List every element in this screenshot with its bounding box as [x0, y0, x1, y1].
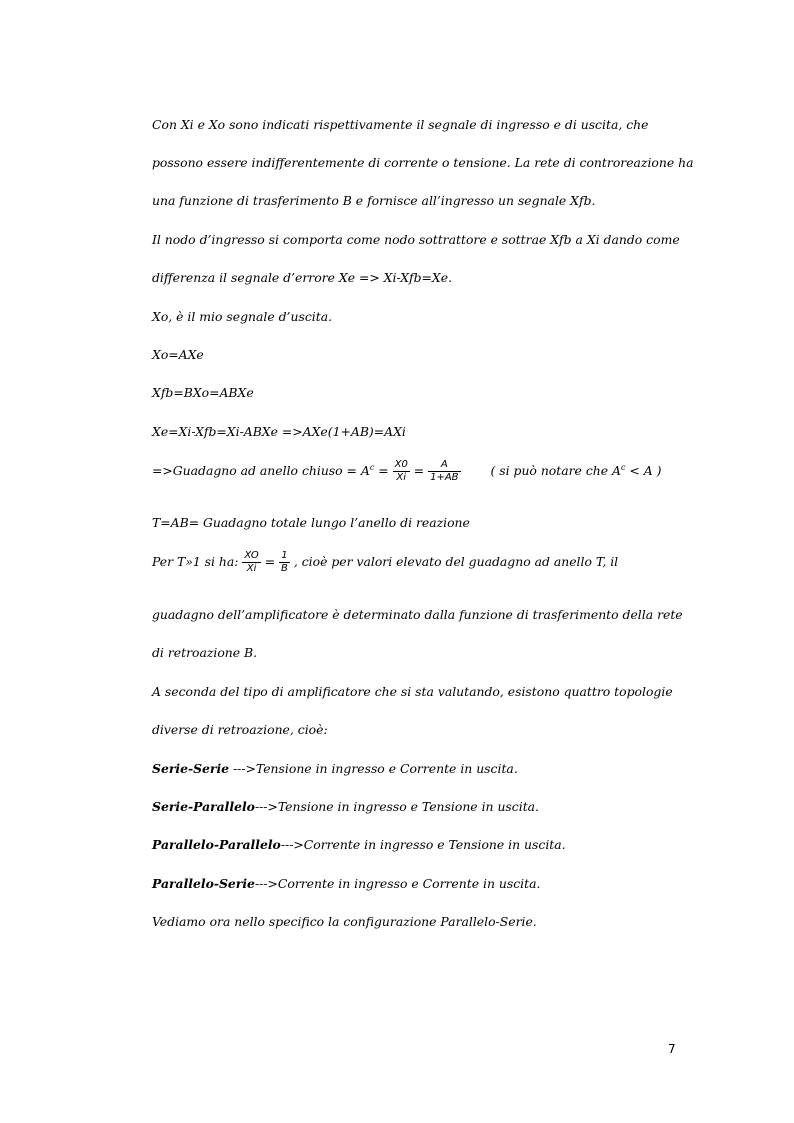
topology-item	[152, 876, 540, 892]
equation-line: Xfb=BXo=ABXe	[152, 385, 254, 400]
closed-loop-prefix: =>Guadagno ad anello chiuso = A	[152, 463, 370, 478]
equals-sign: =	[409, 463, 429, 478]
fraction-denominator: Xi	[246, 563, 257, 574]
per-t-suffix: , cioè per valori elevato del guadagno ad anello T, il	[289, 554, 619, 569]
topology-name: Serie-Serie	[152, 761, 230, 776]
paragraph-line: Il nodo d’ingresso si comporta come nodo sottrattore e sottrae Xfb a Xi dando come	[152, 232, 680, 247]
closed-loop-gain-line	[152, 458, 661, 484]
fraction-xo-xi	[242, 550, 260, 575]
topology-item	[152, 761, 518, 777]
equals-sign: =	[260, 554, 280, 569]
equation-line: Xe=Xi-Xfb=Xi-ABXe =>AXe(1+AB)=AXi	[152, 424, 406, 439]
topology-item	[152, 837, 566, 853]
superscript: c	[620, 462, 626, 472]
paragraph-line: guadagno dell’amplificatore è determinato dalla funzione di trasferimento della rete	[152, 607, 683, 622]
fraction-1-b	[279, 550, 290, 575]
topology-item	[152, 799, 539, 815]
paragraph-line: possono essere indifferentemente di corrente o tensione. La rete di controreazione ha	[152, 155, 694, 170]
paragraph-line: Con Xi e Xo sono indicati rispettivamente il segnale di ingresso e di uscita, che	[152, 117, 649, 132]
topology-desc: --->Tensione in ingresso e Corrente in uscita.	[229, 761, 518, 776]
fraction-denominator: 1+AB	[430, 472, 459, 483]
per-t-prefix: Per T»1 si ha:	[152, 554, 243, 569]
fraction-a-1plusab	[428, 459, 460, 484]
topology-name: Serie-Parallelo	[152, 799, 255, 814]
topology-name: Parallelo-Serie	[152, 876, 255, 891]
fraction-numerator: 1	[279, 550, 290, 563]
paragraph-line: diverse di retroazione, cioè:	[152, 722, 328, 737]
fraction-numerator: XO	[244, 550, 259, 561]
t-definition-line: T=AB= Guadagno totale lungo l’anello di reazione	[152, 515, 470, 530]
paragraph-line: differenza il segnale d’errore Xe => Xi-Xfb=Xe.	[152, 270, 453, 285]
fraction-xo-xi	[393, 459, 410, 484]
paragraph-line: A seconda del tipo di amplificatore che si sta valutando, esistono quattro topologie	[152, 684, 673, 699]
paragraph-line: Xo, è il mio segnale d’uscita.	[152, 309, 333, 324]
fraction-denominator: Xi	[396, 472, 407, 483]
note-text: < A )	[625, 463, 662, 478]
paragraph-line: una funzione di trasferimento B e fornisce all’ingresso un segnale Xfb.	[152, 193, 596, 208]
topology-desc: --->Corrente in ingresso e Corrente in uscita.	[254, 876, 541, 891]
closing-line: Vediamo ora nello specifico la configurazione Parallelo-Serie.	[152, 914, 537, 929]
fraction-numerator: A	[428, 459, 460, 472]
equation-line: Xo=AXe	[152, 347, 204, 362]
superscript: c	[369, 462, 375, 472]
topology-name: Parallelo-Parallelo	[152, 837, 281, 852]
equals-sign: =	[374, 463, 393, 478]
fraction-denominator: B	[281, 563, 288, 574]
closed-loop-note	[490, 463, 661, 478]
page-number: 7	[668, 1042, 676, 1056]
note-text: ( si può notare che A	[490, 463, 621, 478]
fraction-numerator: X0	[394, 459, 408, 470]
paragraph-line: di retroazione B.	[152, 645, 258, 660]
per-t-line	[152, 549, 618, 575]
topology-desc: --->Tensione in ingresso e Tensione in uscita.	[254, 799, 540, 814]
topology-desc: --->Corrente in ingresso e Tensione in uscita.	[280, 837, 566, 852]
